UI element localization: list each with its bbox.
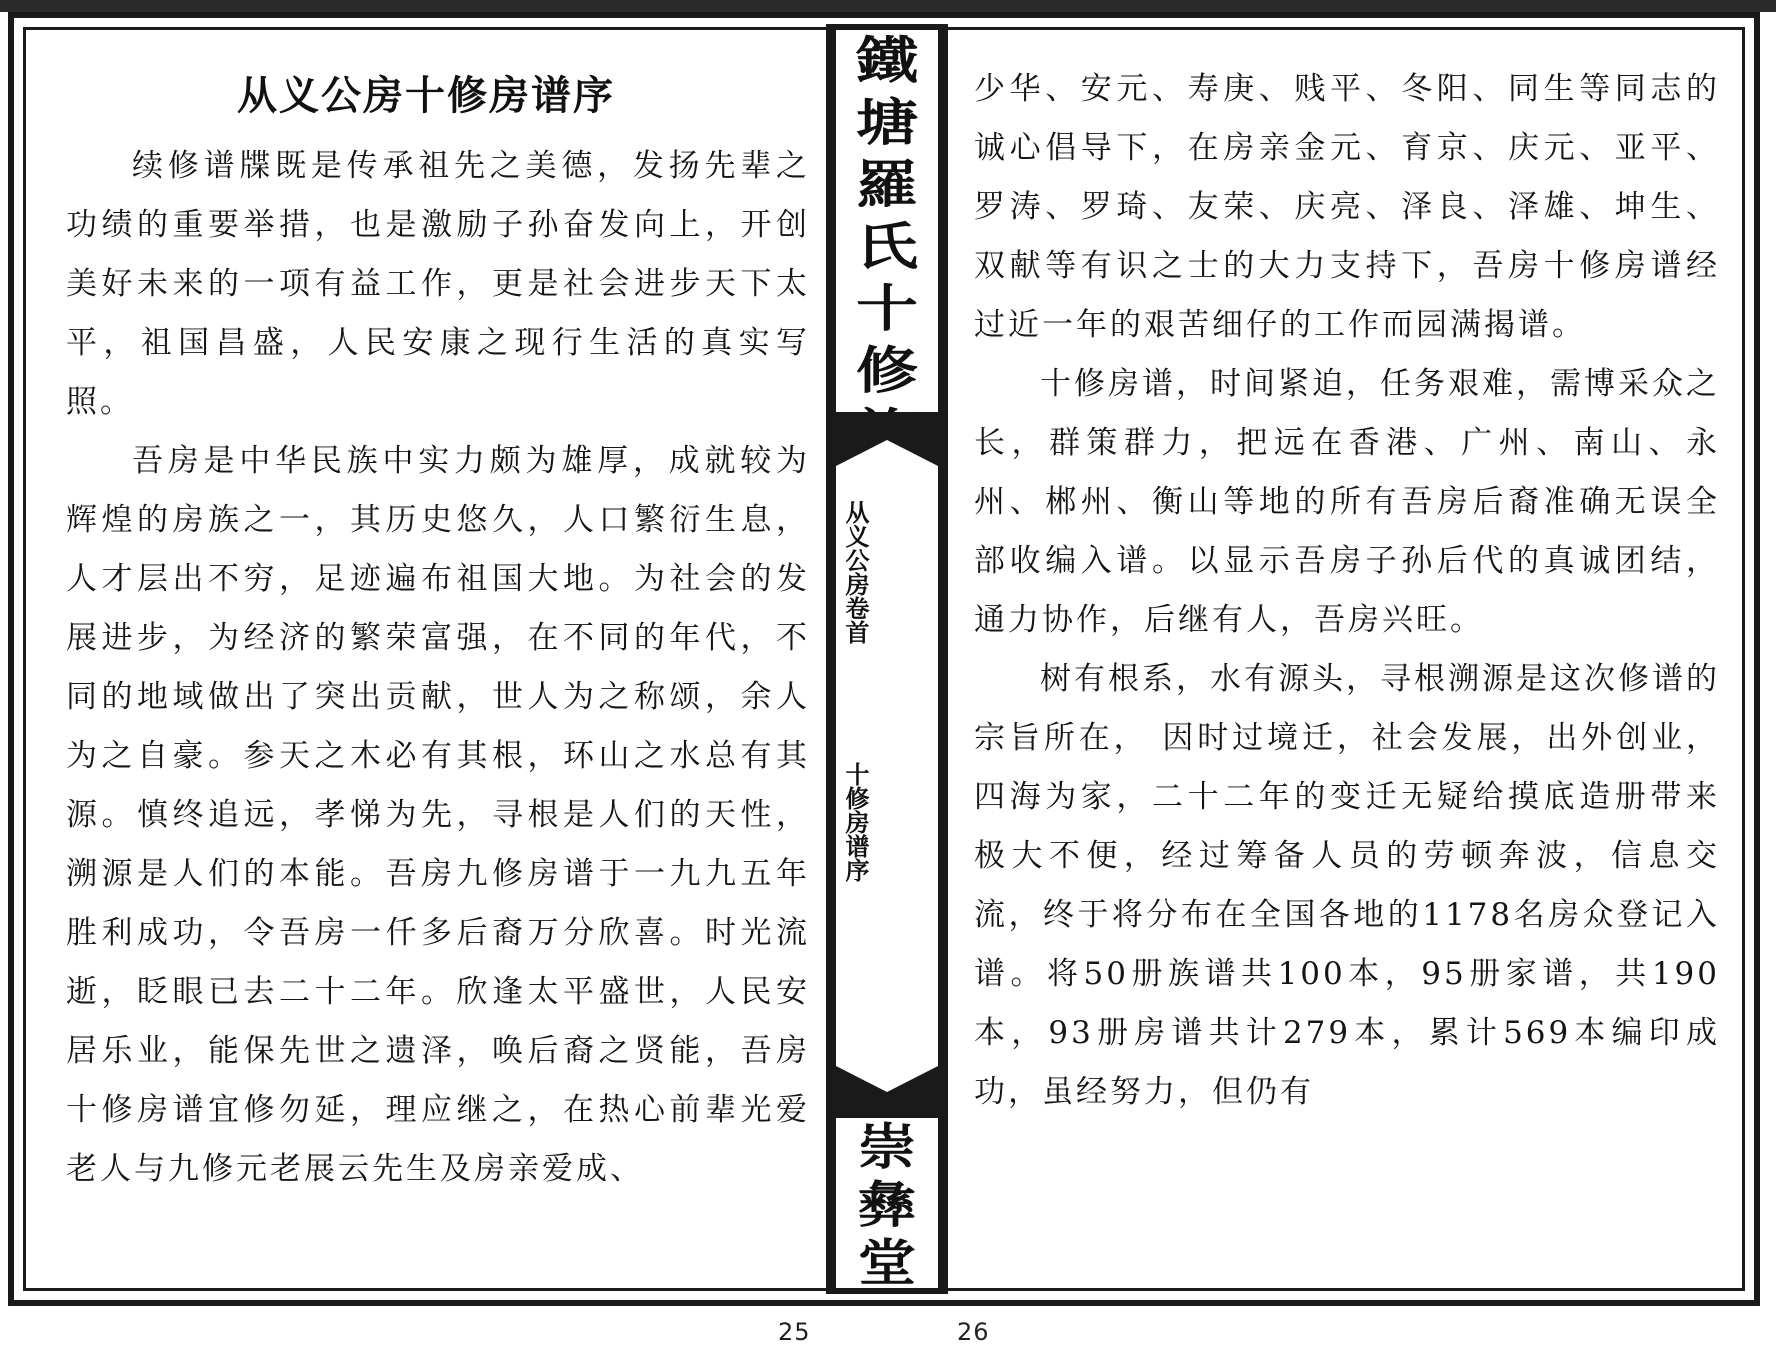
spine-divider-bottom (826, 1092, 948, 1118)
paragraph: 续修谱牒既是传承祖先之美德，发扬先辈之功绩的重要举措，也是激励子孙奋发向上，开创美好未来的一项有益工作，更是社会进步天下太平，祖国昌盛，人民安康之现行生活的真实写照。 (66, 148, 810, 420)
spine-divider-top (826, 412, 948, 440)
spine-hall-char: 彝 (857, 1176, 916, 1234)
spine-title-char: 氏 (855, 216, 918, 277)
paragraph: 十修房谱，时间紧迫，任务艰难，需博采众之长，群策群力，把远在香港、广州、南山、永州、郴州、衡山等地的所有吾房后裔准确无误全部收编入谱。以显示吾房子孙后代的真诚团结，通力协作，后继有人，吾房兴旺。 (974, 366, 1720, 638)
spine-wedge-bottom (836, 1066, 938, 1092)
paragraph: 树有根系，水有源头，寻根溯源是这次修谱的宗旨所在， 因时过境迁，社会发展，出外创业，四海为家，二十二年的变迁无疑给摸底造册带来极大不便，经过筹备人员的劳顿奔波，信息交流，终于将分布在全国各地的1178名房众登记入谱。将50册族谱共100本，95册家谱，共190本，93册房谱共计279本，累计569本编印成功，虽经努力，但仍有 (974, 661, 1720, 1110)
top-border-bar (0, 0, 1776, 12)
spine-wedge-top (836, 440, 938, 466)
left-page (26, 30, 826, 1288)
paragraph: 少华、安元、寿庚、贱平、冬阳、同生等同志的诚心倡导下，在房亲金元、育京、庆元、亚平、罗涛、罗琦、友荣、庆亮、泽良、泽雄、坤生、双献等有识之士的大力支持下，吾房十修房谱经过近一年的艰苦细仔的工作而园满揭谱。 (974, 71, 1720, 343)
spine-chapter-label: 十修房谱序 (841, 762, 869, 882)
right-page (948, 30, 1748, 1288)
spine-hall-char: 崇 (857, 1118, 916, 1176)
spine-book-title (836, 30, 938, 410)
spine-title-char: 鐵 (855, 30, 918, 91)
spine-title-char: 修 (855, 340, 918, 401)
page-title: 从义公房十修房谱序 (237, 72, 615, 119)
spine-section-label: 从义公房卷首 (841, 500, 869, 644)
spine-title-char: 羅 (855, 154, 918, 215)
spine-hall-name (836, 1118, 938, 1292)
page-number-right: 26 (957, 1318, 990, 1346)
spine-title-char: 十 (855, 278, 918, 339)
page-number-left: 25 (778, 1318, 811, 1346)
spine-hall-char: 堂 (857, 1234, 916, 1292)
paragraph: 吾房是中华民族中实力颇为雄厚，成就较为辉煌的房族之一，其历史悠久，人口繁衍生息，人才层出不穷，足迹遍布祖国大地。为社会的发展进步，为经济的繁荣富强，在不同的年代，不同的地域做出了突出贡献，世人为之称颂，余人为之自豪。参天之木必有其根，环山之水总有其源。慎终追远，孝悌为先，寻根是人们的天性，溯源是人们的本能。吾房九修房谱于一九九五年胜利成功，令吾房一仟多后裔万分欣喜。时光流逝，眨眼已去二十二年。欣逢太平盛世，人民安居乐业，能保先世之遗泽，唤后裔之贤能，吾房十修房谱宜修勿延，理应继之，在热心前辈光爱老人与九修元老展云先生及房亲爱成、 (66, 443, 810, 1187)
spine-title-char: 塘 (855, 92, 918, 153)
